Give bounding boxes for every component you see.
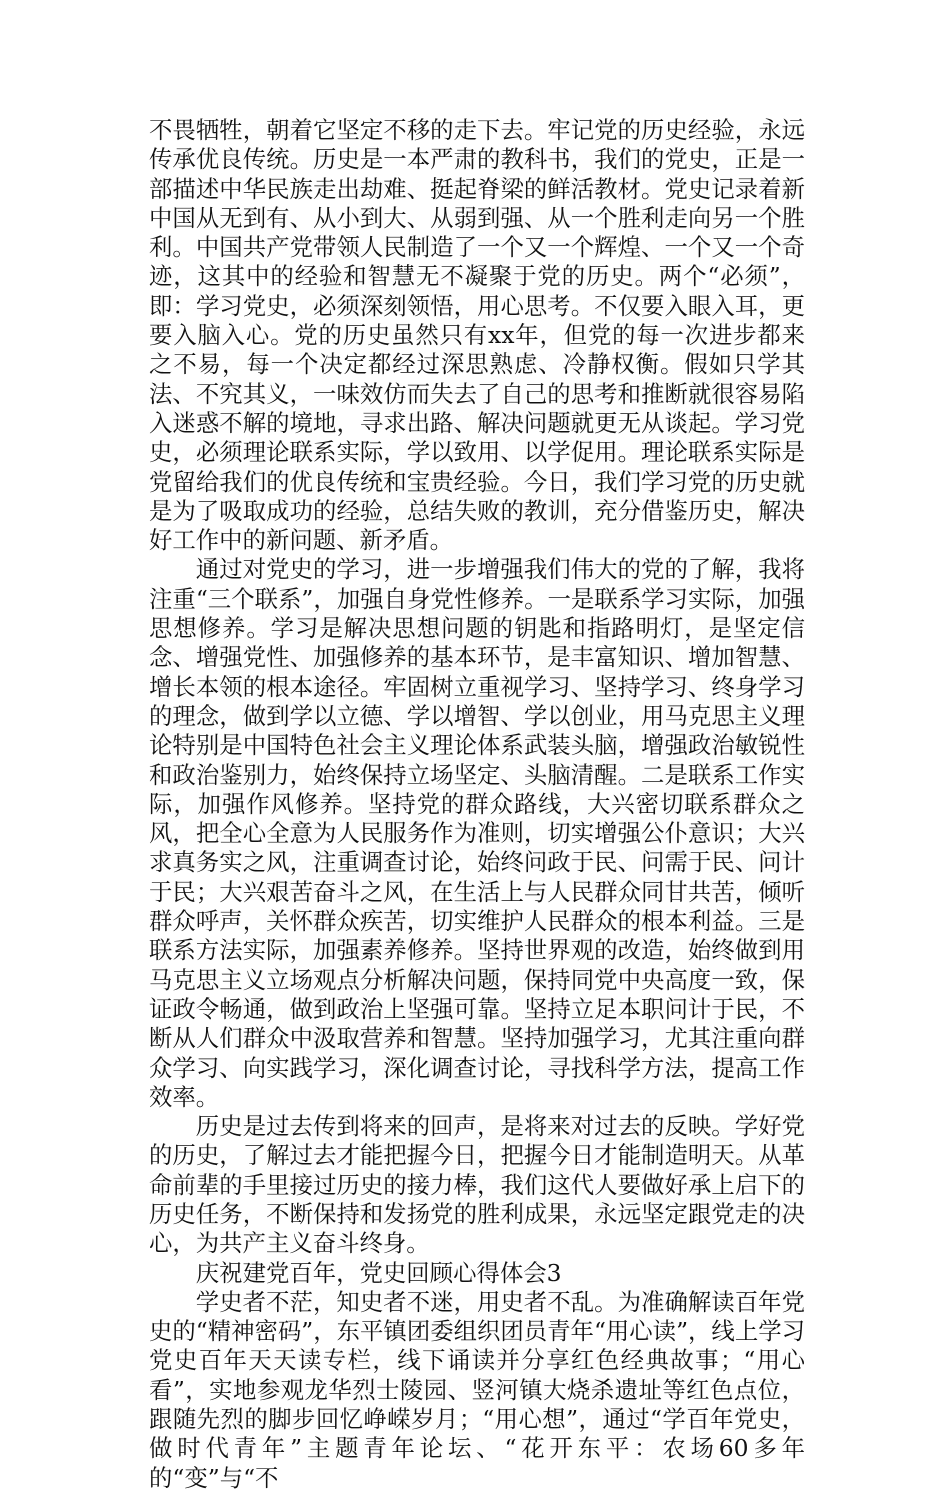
document-page — [149, 116, 805, 1493]
paragraph-echo-of-history: 历史是过去传到将来的回声，是将来对过去的反映。学好党的历史，了解过去才能把握今日，把握今日才能制造明天。从革命前辈的手里接过历史的接力棒，我们这代人要做好承上启下的历史任务，不断保持和发扬党的胜利成果，永远坚定跟党走的决心，为共产主义奋斗终身。 — [149, 1112, 805, 1258]
paragraph-three-connections: 通过对党史的学习，进一步增强我们伟大的党的了解，我将注重“三个联系”，加强自身党性修养。一是联系学习实际，加强思想修养。学习是解决思想问题的钥匙和指路明灯，是坚定信念、增强党性、加强修养的基本环节，是丰富知识、增加智慧、增长本领的根本途径。牢固树立重视学习、坚持学习、终身学习的理念，做到学以立德、学以增智、学以创业，用马克思主义理论特别是中国特色社会主义理论体系武装头脑，增强政治敏锐性和政治鉴别力，始终保持立场坚定、头脑清醒。二是联系工作实际，加强作风修养。坚持党的群众路线，大兴密切联系群众之风，把全心全意为人民服务作为准则，切实增强公仆意识；大兴求真务实之风，注重调查讨论，始终问政于民、问需于民、问计于民；大兴艰苦奋斗之风，在生活上与人民群众同甘共苦，倾听群众呼声，关怀群众疾苦，切实维护人民群众的根本利益。三是联系方法实际，加强素养修养。坚持世界观的改造，始终做到用马克思主义立场观点分析解决问题，保持同党中央高度一致，保证政令畅通，做到政治上坚强可靠。坚持立足本职问计于民，不断从人们群众中汲取营养和智慧。坚持加强学习，尤其注重向群众学习、向实践学习，深化调查讨论，寻找科学方法，提高工作效率。 — [149, 555, 805, 1111]
paragraph-dongping-youth: 学史者不茫，知史者不迷，用史者不乱。为准确解读百年党史的“精神密码”，东平镇团委组织团员青年“用心读”，线上学习党史百年天天读专栏，线下诵读并分享红色经典故事；“用心看”，实地参观龙华烈士陵园、竖河镇大烧杀遗址等红色点位，跟随先烈的脚步回忆峥嵘岁月；“用心想”，通过“学百年党史，做时代青年”主题青年论坛、“花开东平：农场60多年的“变”与“不 — [149, 1287, 805, 1492]
paragraph-history-experience: 不畏牺牲，朝着它坚定不移的走下去。牢记党的历史经验，永远传承优良传统。历史是一本严肃的教科书，我们的党史，正是一部描述中华民族走出劫难、挺起脊梁的鲜活教材。党史记录着新中国从无到有、从小到大、从弱到强、从一个胜利走向另一个胜利。中国共产党带领人民制造了一个又一个辉煌、一个又一个奇迹，这其中的经验和智慧无不凝聚于党的历史。两个“必须”，即：学习党史，必须深刻领悟，用心思考。不仅要入眼入耳，更要入脑入心。党的历史虽然只有xx年，但党的每一次进步都来之不易，每一个决定都经过深思熟虑、冷静权衡。假如只学其法、不究其义，一味效仿而失去了自己的思考和推断就很容易陷入迷惑不解的境地，寻求出路、解决问题就更无从谈起。学习党史，必须理论联系实际，学以致用、以学促用。理论联系实际是党留给我们的优良传统和宝贵经验。今日，我们学习党的历史就是为了吸取成功的经验，总结失败的教训，充分借鉴历史，解决好工作中的新问题、新矛盾。 — [149, 116, 805, 555]
section-heading: 庆祝建党百年，党史回顾心得体会3 — [195, 1258, 562, 1287]
